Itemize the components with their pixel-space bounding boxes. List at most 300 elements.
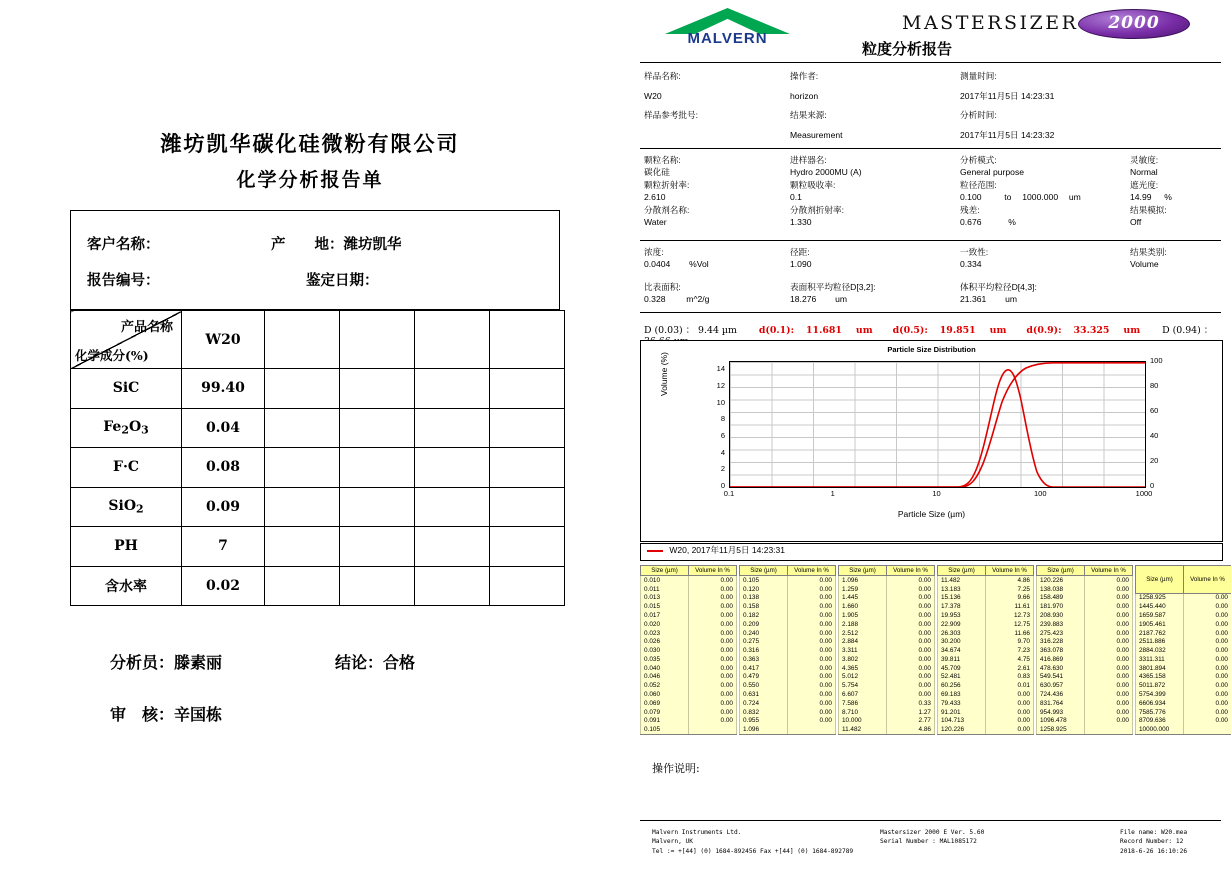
concentration-value: 0.0404 [644, 259, 671, 270]
size-table-row [1136, 655, 1231, 664]
ssa-values [644, 293, 709, 305]
span-value: 1.090 [790, 259, 812, 270]
size-table-row [839, 699, 935, 708]
size-table-row [740, 611, 836, 620]
volume-cell: 0.00 [1184, 629, 1231, 638]
d43-unit: um [1005, 294, 1018, 305]
particle-ri-label: 颗粒折射率: [644, 179, 690, 190]
analyst-line: 分析员：滕素丽 [110, 653, 223, 672]
volume-cell: 0.00 [788, 717, 836, 726]
volume-cell: 0.00 [788, 620, 836, 629]
volume-cell: 0.00 [689, 646, 737, 655]
volume-cell: 0.00 [1085, 655, 1133, 664]
size-table-row [740, 699, 836, 708]
volume-cell: 0.00 [689, 655, 737, 664]
chart-ytick: 8 [720, 414, 725, 424]
size-table-row [938, 602, 1034, 611]
size-cell: 954.993 [1037, 708, 1085, 717]
size-table-row [938, 594, 1034, 603]
size-table-row [740, 602, 836, 611]
footer-line: Malvern, UK [652, 838, 693, 846]
size-cell: 104.713 [938, 717, 986, 726]
volume-cell: 0.00 [689, 585, 737, 594]
size-table-row [938, 576, 1034, 585]
size-table-row [740, 725, 836, 734]
size-table-row [839, 576, 935, 585]
size-table-row [1136, 593, 1231, 602]
d09-unit: um [1123, 325, 1141, 336]
size-table-row [740, 646, 836, 655]
size-cell: 0.316 [740, 646, 788, 655]
particle-name-label: 颗粒名称: [644, 155, 681, 165]
volume-column-header: Volume In % [1184, 566, 1231, 594]
size-table-row [1136, 699, 1231, 708]
product-name-cell: W20 [182, 311, 265, 369]
size-range-unit: um [1068, 192, 1081, 203]
size-table-row [839, 655, 935, 664]
chart-title: Particle Size Distribution [887, 345, 976, 354]
volume-cell: 0.00 [1085, 620, 1133, 629]
size-table-header [740, 566, 836, 576]
size-table-row [839, 620, 935, 629]
uniformity-label: 一致性: [960, 247, 989, 257]
size-table-row [1136, 620, 1231, 629]
size-table-row [641, 664, 737, 673]
volume-column-header: Volume In % [788, 566, 836, 576]
component-value-cell: 0.09 [182, 487, 265, 527]
obscuration-values [1130, 191, 1172, 203]
size-cell: 138.038 [1037, 585, 1085, 594]
analysis-time-label: 分析时间: [960, 109, 997, 120]
volume-cell: 0.00 [986, 708, 1034, 717]
volume-cell: 0.33 [887, 699, 935, 708]
measure-time-label: 测量时间: [960, 71, 997, 81]
legend-swatch-icon [647, 550, 663, 552]
size-table-row [1037, 620, 1133, 629]
volume-cell: 0.00 [689, 602, 737, 611]
obscuration-unit: % [1164, 192, 1172, 203]
size-cell: 10.000 [839, 717, 887, 726]
chart-ytick: 4 [720, 447, 725, 457]
component-name-cell: F·C [71, 448, 182, 488]
size-table-row [1037, 708, 1133, 717]
volume-cell: 0.00 [986, 690, 1034, 699]
d05-value: 19.851 [939, 325, 976, 336]
malvern-logo-text: MALVERN [687, 30, 768, 47]
size-cell: 549.541 [1037, 673, 1085, 682]
volume-cell: 0.00 [887, 690, 935, 699]
volume-cell: 0.00 [887, 681, 935, 690]
size-table-row [740, 576, 836, 585]
d05-label: d(0.5): [892, 325, 928, 336]
size-cell: 2511.886 [1136, 637, 1184, 646]
report-header-box [70, 210, 560, 310]
size-table-row [1136, 717, 1231, 726]
size-column-header: Size (µm) [839, 566, 887, 576]
size-table-row [740, 629, 836, 638]
size-column-header: Size (µm) [641, 566, 689, 576]
result-emulation-value: Off [1130, 217, 1142, 228]
size-cell: 7.586 [839, 699, 887, 708]
size-cell: 831.764 [1037, 699, 1085, 708]
size-table-row [1136, 690, 1231, 699]
span-label: 径距: [790, 247, 810, 257]
table-row [71, 527, 565, 567]
size-table-row [1136, 725, 1231, 734]
size-table-row [938, 699, 1034, 708]
size-cell: 0.013 [641, 594, 689, 603]
size-cell: 0.023 [641, 629, 689, 638]
size-table-row [1037, 637, 1133, 646]
size-table-row [938, 629, 1034, 638]
component-name-cell: SiC [71, 369, 182, 409]
volume-cell [788, 725, 836, 734]
size-table-row [1037, 585, 1133, 594]
d43-value: 21.361 [960, 294, 987, 305]
size-cell: 0.046 [641, 673, 689, 682]
size-table-row [938, 646, 1034, 655]
size-table-row [641, 611, 737, 620]
sample-ref-label: 样品参考批号: [644, 109, 698, 120]
size-table-row [938, 655, 1034, 664]
volume-cell: 0.00 [788, 594, 836, 603]
size-cell: 239.883 [1037, 620, 1085, 629]
size-table-row [938, 681, 1034, 690]
volume-cell: 0.00 [689, 673, 737, 682]
absorption-value: 0.1 [790, 192, 802, 203]
d32-values [790, 293, 875, 305]
volume-cell: 0.00 [1085, 637, 1133, 646]
size-table-row [1136, 646, 1231, 655]
chart-ytick-right: 20 [1150, 456, 1159, 465]
size-cell: 2187.762 [1136, 629, 1184, 638]
volume-cell: 0.00 [1085, 646, 1133, 655]
size-column-header: Size (µm) [938, 566, 986, 576]
volume-cell: 0.00 [689, 681, 737, 690]
volume-cell: 0.00 [788, 690, 836, 699]
size-table-row [839, 646, 935, 655]
chart-ytick-right: 80 [1150, 381, 1159, 390]
size-table-row [1136, 629, 1231, 638]
d43-values [960, 293, 1037, 305]
size-table-row [641, 708, 737, 717]
size-column-header: Size (µm) [1136, 566, 1184, 594]
size-table-row [740, 708, 836, 717]
stats-col1 [644, 246, 709, 306]
chart-ytick: 0 [720, 481, 725, 490]
size-table-row [938, 664, 1034, 673]
size-cell: 3801.894 [1136, 664, 1184, 673]
size-cell: 120.226 [938, 725, 986, 734]
sample-fields-col3 [960, 70, 1054, 142]
volume-cell: 0.00 [1184, 681, 1231, 690]
size-table-row [641, 629, 737, 638]
size-cell: 0.479 [740, 673, 788, 682]
volume-cell: 0.00 [1184, 593, 1231, 602]
d32-unit: um [835, 294, 848, 305]
volume-cell: 0.00 [1085, 629, 1133, 638]
size-cell: 5.754 [839, 681, 887, 690]
size-cell: 22.909 [938, 620, 986, 629]
table-row [71, 448, 565, 488]
volume-cell: 0.00 [1085, 585, 1133, 594]
size-table-row [740, 585, 836, 594]
size-table-row [839, 681, 935, 690]
size-cell: 39.811 [938, 655, 986, 664]
volume-cell: 0.00 [1184, 673, 1231, 682]
footer-line: Serial Number : MAL1085172 [880, 838, 977, 846]
size-table-row [1037, 594, 1133, 603]
size-table-row [641, 585, 737, 594]
volume-cell: 7.23 [986, 646, 1034, 655]
size-cell: 724.436 [1037, 690, 1085, 699]
params-col3 [960, 154, 1081, 229]
report-chinese-title: 粒度分析报告 [862, 40, 953, 58]
volume-cell: 0.00 [1184, 637, 1231, 646]
size-cell: 0.158 [740, 602, 788, 611]
size-cell: 6606.934 [1136, 699, 1184, 708]
size-cell: 1.096 [839, 576, 887, 585]
mastersizer-2000-badge-icon [1078, 9, 1190, 39]
volume-cell: 0.00 [1085, 664, 1133, 673]
volume-cell [689, 725, 737, 734]
table-row [71, 487, 565, 527]
result-source-label: 结果来源: [790, 109, 827, 120]
volume-cell: 0.00 [887, 611, 935, 620]
chart-ytick: 6 [720, 431, 725, 440]
size-cell: 2884.032 [1136, 646, 1184, 655]
volume-cell: 0.00 [689, 699, 737, 708]
volume-cell: 11.66 [986, 629, 1034, 638]
volume-cell: 0.00 [788, 637, 836, 646]
divider-1 [640, 62, 1221, 63]
legend-label: W20, 2017年11月5日 14:23:31 [669, 545, 785, 555]
malvern-logo-icon [665, 8, 790, 50]
component-name-cell: PH [71, 527, 182, 567]
volume-cell: 0.00 [689, 629, 737, 638]
size-table-header [839, 566, 935, 576]
footer-line: Tel := +[44] (0) 1684-892456 Fax +[44] (0) 1684-892789 [652, 847, 854, 855]
size-table-row [641, 673, 737, 682]
size-table-row [839, 602, 935, 611]
volume-cell: 0.00 [788, 673, 836, 682]
size-cell: 0.209 [740, 620, 788, 629]
size-cell: 0.035 [641, 655, 689, 664]
size-table-row [839, 690, 935, 699]
size-cell: 11.482 [938, 576, 986, 585]
size-cell: 2.188 [839, 620, 887, 629]
size-table-row [740, 664, 836, 673]
volume-cell: 0.00 [986, 717, 1034, 726]
size-table-row [839, 637, 935, 646]
volume-cell: 0.00 [788, 655, 836, 664]
size-cell: 0.079 [641, 708, 689, 717]
volume-cell: 11.61 [986, 602, 1034, 611]
divider-2 [640, 148, 1221, 149]
size-cell: 0.011 [641, 585, 689, 594]
particle-ri-value: 2.610 [644, 192, 666, 203]
size-cell: 1659.587 [1136, 611, 1184, 620]
component-value-cell: 99.40 [182, 369, 265, 409]
d094-label: D (0.94) [1162, 325, 1201, 336]
size-table-row [1136, 637, 1231, 646]
size-table-row [839, 725, 935, 734]
footer-divider [640, 820, 1221, 821]
report-number-label: 报告编号： [87, 272, 160, 289]
absorption-label: 颗粒吸收率: [790, 179, 836, 190]
size-table-row [839, 717, 935, 726]
particle-size-distribution-chart [640, 340, 1223, 542]
size-table-row [938, 725, 1034, 734]
conclusion-line: 结论：合格 [335, 653, 416, 672]
size-table-row [641, 681, 737, 690]
volume-cell: 0.01 [986, 681, 1034, 690]
chart-curves [730, 362, 1145, 487]
footer-line: Record Number: 12 [1120, 838, 1184, 846]
volume-cell: 0.00 [1085, 717, 1133, 726]
volume-column-header: Volume In % [986, 566, 1034, 576]
size-cell: 0.020 [641, 620, 689, 629]
table-header-row [71, 311, 565, 369]
volume-cell: 0.00 [1085, 602, 1133, 611]
size-cell: 3.802 [839, 655, 887, 664]
size-table-row [641, 717, 737, 726]
component-value-cell: 0.02 [182, 566, 265, 606]
chart-ylabel: Volume (%) [659, 352, 669, 396]
volume-cell: 4.86 [986, 576, 1034, 585]
size-cell: 0.240 [740, 629, 788, 638]
residual-label: 残差: [960, 204, 980, 215]
size-table-row [1136, 681, 1231, 690]
size-cell: 4.365 [839, 664, 887, 673]
volume-cell: 0.00 [1184, 620, 1231, 629]
component-value-cell: 7 [182, 527, 265, 567]
size-column-header: Size (µm) [1037, 566, 1085, 576]
chart-xtick: 100 [1033, 489, 1047, 498]
size-cell: 630.957 [1037, 681, 1085, 690]
volume-cell: 0.00 [689, 690, 737, 699]
size-table-row [641, 576, 737, 585]
volume-cell: 0.00 [887, 602, 935, 611]
mastersizer-report [630, 0, 1231, 870]
dispersant-ri-value: 1.330 [790, 217, 812, 228]
params-col4 [1130, 154, 1172, 229]
size-cell: 1.259 [839, 585, 887, 594]
volume-cell: 0.00 [689, 708, 737, 717]
stats-col4 [1130, 246, 1167, 271]
sample-fields-col2 [790, 70, 843, 142]
size-cell: 0.955 [740, 717, 788, 726]
volume-cell: 0.00 [788, 576, 836, 585]
volume-cell: 0.00 [1085, 681, 1133, 690]
d01-value: 11.681 [806, 325, 842, 336]
size-table-row [938, 708, 1034, 717]
table-row [71, 369, 565, 409]
divider-4 [640, 312, 1221, 313]
size-table-row [839, 585, 935, 594]
volume-cell: 2.61 [986, 664, 1034, 673]
size-cell: 1258.925 [1037, 725, 1085, 734]
size-table-row [938, 637, 1034, 646]
operator-note-label: 操作说明: [652, 762, 700, 775]
volume-cell: 0.00 [1184, 690, 1231, 699]
volume-column-header: Volume In % [1085, 566, 1133, 576]
size-table-row [839, 611, 935, 620]
size-table-row [1037, 681, 1133, 690]
size-cell: 8.710 [839, 708, 887, 717]
size-cell: 0.030 [641, 646, 689, 655]
size-table-row [938, 611, 1034, 620]
size-table-row [1037, 602, 1133, 611]
chart-xtick: 1000 [1135, 489, 1153, 498]
volume-cell: 1.27 [887, 708, 935, 717]
size-cell: 0.052 [641, 681, 689, 690]
size-table-row [1037, 646, 1133, 655]
chart-xlabel: Particle Size (µm) [897, 509, 966, 519]
d01-label: d(0.1): [758, 325, 795, 336]
volume-cell: 0.00 [1085, 576, 1133, 585]
size-table-row [740, 681, 836, 690]
size-table-row [740, 717, 836, 726]
size-table-row [740, 690, 836, 699]
size-table-row [740, 673, 836, 682]
volume-cell: 0.00 [887, 646, 935, 655]
size-table-header [1037, 566, 1133, 576]
size-cell: 1096.478 [1037, 717, 1085, 726]
size-cell: 0.138 [740, 594, 788, 603]
company-name: 潍坊凯华碳化硅微粉有限公司 [160, 131, 460, 156]
size-cell: 0.182 [740, 611, 788, 620]
size-table-row [1037, 717, 1133, 726]
component-value-cell: 0.08 [182, 448, 265, 488]
size-cell: 0.363 [740, 655, 788, 664]
volume-cell: 0.00 [887, 629, 935, 638]
size-cell: 478.630 [1037, 664, 1085, 673]
size-cell: 69.183 [938, 690, 986, 699]
ssa-label: 比表面积: [644, 281, 681, 292]
size-cell: 275.423 [1037, 629, 1085, 638]
volume-cell: 0.00 [788, 629, 836, 638]
size-cell: 11.482 [839, 725, 887, 734]
volume-cell: 0.00 [788, 611, 836, 620]
size-range-label: 粒径范围: [960, 179, 997, 190]
customer-name-label: 客户名称： [87, 236, 160, 253]
size-cell: 0.026 [641, 637, 689, 646]
sensitivity-value: Normal [1130, 167, 1158, 178]
footer-line: Mastersizer 2000 E Ver. 5.60 [880, 829, 985, 836]
volume-cell: 0.00 [689, 664, 737, 673]
size-cell: 52.481 [938, 673, 986, 682]
size-cell: 1445.440 [1136, 602, 1184, 611]
volume-cell: 0.00 [1184, 646, 1231, 655]
page-title: 化学分析报告单 [236, 169, 384, 191]
size-distribution-tables [640, 565, 1228, 735]
volume-cell: 0.00 [689, 620, 737, 629]
size-cell: 17.378 [938, 602, 986, 611]
size-table-row [1037, 629, 1133, 638]
chart-plot-area [729, 361, 1146, 488]
size-cell: 30.200 [938, 637, 986, 646]
size-cell: 10000.000 [1136, 725, 1184, 734]
volume-cell: 9.70 [986, 637, 1034, 646]
volume-cell: 2.77 [887, 717, 935, 726]
size-cell: 5754.399 [1136, 690, 1184, 699]
size-cell: 91.201 [938, 708, 986, 717]
sample-fields-col1 [644, 70, 698, 121]
appraisal-date-label: 鉴定日期： [306, 272, 379, 289]
size-cell: 316.228 [1037, 637, 1085, 646]
particle-name-value: 碳化硅 [644, 167, 670, 178]
